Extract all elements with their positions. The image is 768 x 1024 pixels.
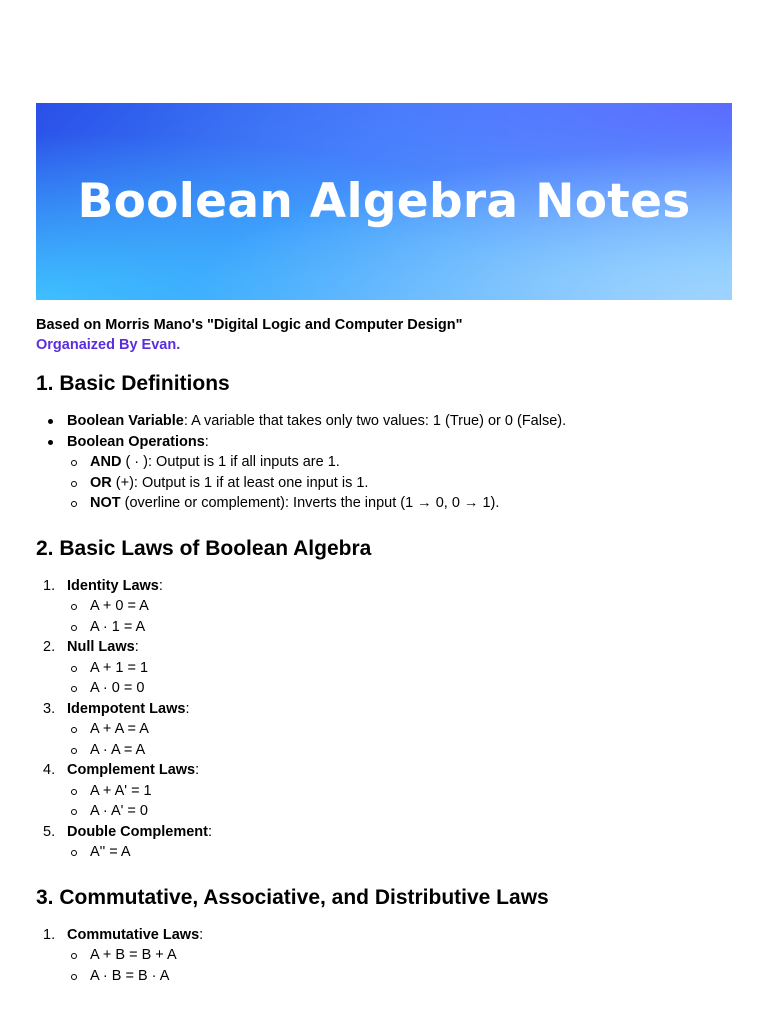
- list-item-double-complement: [36, 822, 736, 863]
- definitions-list: [36, 411, 736, 514]
- colon: :: [185, 700, 190, 717]
- formula-list: [67, 596, 736, 637]
- formula-list: [67, 781, 736, 822]
- colon: :: [204, 433, 209, 450]
- formula: A'' = A: [36, 842, 736, 863]
- term: NOT: [90, 495, 121, 511]
- formula-list: [67, 658, 736, 699]
- definition: (+): Output is 1 if at least one input is 1.: [111, 474, 369, 491]
- formula-list: [67, 719, 736, 760]
- colon: :: [158, 577, 163, 594]
- list-item-idempotent-laws: [36, 699, 736, 761]
- list-number: 3.: [43, 700, 56, 717]
- list-item-boolean-variable: [36, 411, 736, 432]
- formula: A · 1 = A: [36, 617, 736, 638]
- author-line: Organaized By Evan.: [36, 337, 181, 353]
- term: OR: [90, 474, 112, 491]
- colon: :: [134, 639, 139, 655]
- list-item-and: [36, 452, 736, 473]
- term: Identity Laws: [67, 577, 159, 594]
- section-heading: 3. Commutative, Associative, and Distributive Laws: [36, 885, 549, 909]
- formula: A + 1 = 1: [36, 658, 736, 679]
- formula-list: [67, 945, 736, 986]
- list-item-not: [36, 493, 736, 514]
- term: Commutative Laws: [67, 926, 200, 943]
- section-commutative-laws: [36, 881, 736, 987]
- section-basic-laws: [36, 532, 736, 863]
- list-item-complement-laws: [36, 760, 736, 822]
- formula: A + 0 = A: [36, 596, 736, 617]
- colon: :: [199, 926, 204, 943]
- term: Double Complement: [67, 823, 208, 840]
- title-banner: [36, 103, 732, 300]
- term: Idempotent Laws: [67, 700, 186, 717]
- formula: A + B = B + A: [36, 945, 736, 966]
- term: Complement Laws: [67, 762, 196, 778]
- list-item-null-laws: [36, 637, 736, 699]
- definition: ( · ): Output is 1 if all inputs are 1.: [121, 454, 340, 470]
- list-item-or: [36, 473, 736, 494]
- source-line: Based on Morris Mano's "Digital Logic and Computer Design": [36, 317, 463, 333]
- list-number: 2.: [43, 639, 56, 655]
- laws-list: [36, 576, 736, 863]
- operations-list: [67, 452, 736, 514]
- definition: : A variable that takes only two values: 1 (True) or 0 (False).: [183, 413, 567, 429]
- section-heading: 2. Basic Laws of Boolean Algebra: [36, 536, 372, 560]
- list-number: 5.: [43, 823, 56, 840]
- term: Boolean Variable: [67, 413, 184, 429]
- section-basic-definitions: [36, 367, 736, 514]
- document-title: Boolean Algebra Notes: [77, 174, 691, 229]
- definition: (overline or complement): Inverts the input (1 → 0, 0 → 1).: [120, 495, 500, 511]
- source-info: [36, 315, 462, 355]
- list-item-identity-laws: [36, 576, 736, 638]
- colon: :: [207, 823, 213, 840]
- formula: A · A' = 0: [36, 801, 736, 822]
- list-item-commutative-laws: [36, 925, 736, 987]
- formula: A + A' = 1: [36, 781, 736, 802]
- laws-list: [36, 925, 736, 987]
- list-number: 4.: [43, 762, 56, 778]
- list-number: 1.: [43, 926, 56, 943]
- term: AND: [90, 454, 122, 470]
- formula-list: [67, 842, 736, 863]
- formula: A · 0 = 0: [36, 678, 736, 699]
- formula: A · A = A: [36, 740, 736, 761]
- formula: A · B = B · A: [36, 966, 736, 987]
- section-heading: 1. Basic Definitions: [36, 372, 230, 395]
- notes-content: [36, 367, 736, 986]
- term: Null Laws: [67, 639, 135, 655]
- term: Boolean Operations: [67, 433, 205, 450]
- colon: :: [195, 762, 200, 778]
- list-item-boolean-operations: [36, 432, 736, 514]
- list-number: 1.: [43, 577, 56, 594]
- formula: A + A = A: [36, 719, 736, 740]
